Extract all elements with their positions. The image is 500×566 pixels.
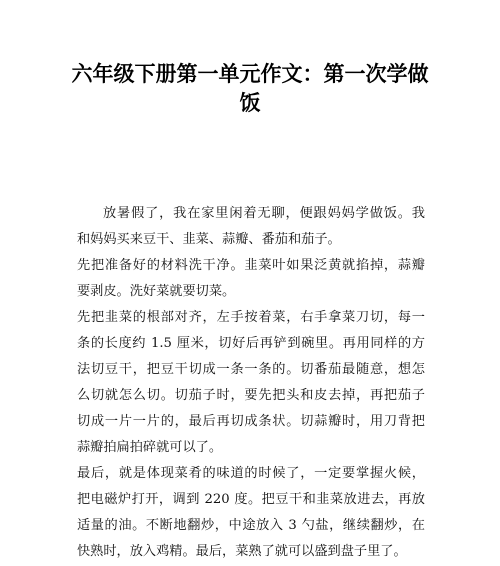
text-line-1: 放暑假了，我在家里闲着无聊，便跟妈妈学做饭。我 xyxy=(103,206,425,221)
text-line-11: 最后，就是体现菜肴的味道的时候了，一定要掌握火候， xyxy=(77,466,425,481)
text-line-4: 要剥皮。洗好菜就要切菜。 xyxy=(77,284,236,299)
text-line-2: 和妈妈买来豆干、韭菜、蒜瓣、番茄和茄子。 xyxy=(77,232,341,247)
document-title: 六年级下册第一单元作文：第一次学做饭 xyxy=(71,62,429,115)
text-line-13: 适量的油。不断地翻炒，中途放入 3 勺盐，继续翻炒，在 xyxy=(77,518,425,533)
text-line-3: 先把准备好的材料洗干净。韭菜叶如果泛黄就掐掉，蒜瓣 xyxy=(77,258,425,273)
document-body xyxy=(77,201,425,565)
text-line-12: 把电磁炉打开，调到 220 度。把豆干和韭菜放进去，再放 xyxy=(77,492,425,507)
text-line-6: 条的长度约 1.5 厘米，切好后再铲到碗里。再用同样的方 xyxy=(77,336,425,351)
text-line-14: 快熟时，放入鸡精。最后，菜熟了就可以盛到盘子里了。 xyxy=(77,544,407,559)
text-line-10: 蒜瓣拍扁拍碎就可以了。 xyxy=(77,440,223,455)
text-line-9: 切成一片一片的，最后再切成条状。切蒜瓣时，用刀背把 xyxy=(77,414,425,429)
text-line-7: 法切豆干，把豆干切成一条一条的。切番茄最随意，想怎 xyxy=(77,362,425,377)
text-line-8: 么切就怎么切。切茄子时，要先把头和皮去掉，再把茄子 xyxy=(77,388,425,403)
text-line-5: 先把韭菜的根部对齐，左手按着菜，右手拿菜刀切，每一 xyxy=(77,310,425,325)
